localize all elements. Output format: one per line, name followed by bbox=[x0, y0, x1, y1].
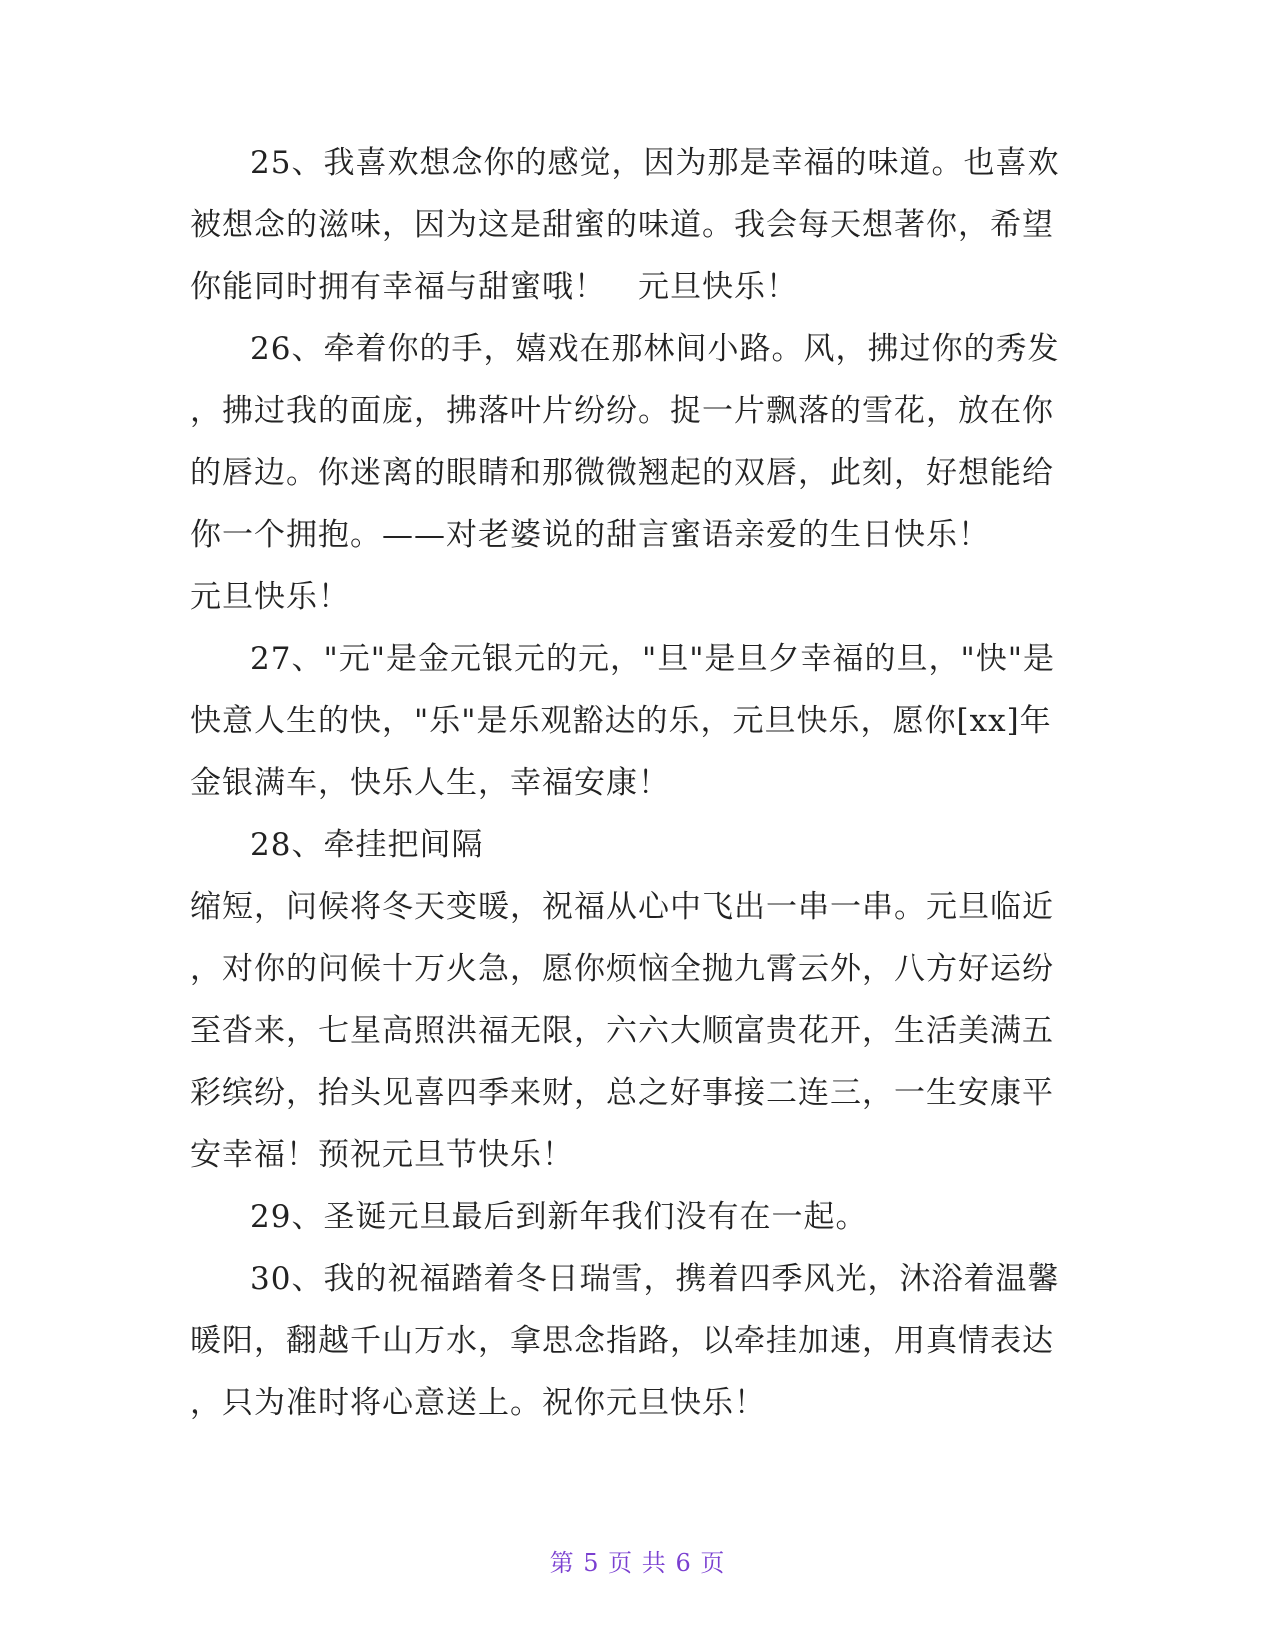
text-line-20: 暖阳，翻越千山万水，拿思念指路，以牵挂加速，用真情表达 bbox=[190, 1323, 1054, 1359]
text-line-17: 安幸福！预祝元旦节快乐！ bbox=[190, 1137, 574, 1173]
text-line-19: 30、我的祝福踏着冬日瑞雪，携着四季风光，沐浴着温馨 bbox=[250, 1261, 1060, 1297]
text-line-12: 28、牵挂把间隔 bbox=[250, 827, 484, 863]
page-number-footer: 第 5 页 共 6 页 bbox=[549, 1549, 726, 1577]
text-line-2: 被想念的滋味，因为这是甜蜜的味道。我会每天想著你，希望 bbox=[190, 207, 1054, 243]
text-line-14: ，对你的问候十万火急，愿你烦恼全抛九霄云外，八方好运纷 bbox=[190, 951, 1054, 987]
text-line-11: 金银满车，快乐人生，幸福安康！ bbox=[190, 765, 670, 801]
text-line-16: 彩缤纷，抬头见喜四季来财，总之好事接二连三，一生安康平 bbox=[190, 1075, 1054, 1111]
text-line-5: ，拂过我的面庞，拂落叶片纷纷。捉一片飘落的雪花，放在你 bbox=[190, 393, 1054, 429]
text-line-10: 快意人生的快，"乐"是乐观豁达的乐，元旦快乐，愿你[xx]年 bbox=[190, 703, 1052, 739]
text-line-8: 元旦快乐！ bbox=[190, 579, 350, 615]
text-line-6: 的唇边。你迷离的眼睛和那微微翘起的双唇，此刻，好想能给 bbox=[190, 455, 1054, 491]
text-line-13: 缩短，问候将冬天变暖，祝福从心中飞出一串一串。元旦临近 bbox=[190, 889, 1054, 925]
text-line-7: 你一个拥抱。——对老婆说的甜言蜜语亲爱的生日快乐！ bbox=[190, 517, 990, 553]
text-line-4: 26、牵着你的手，嬉戏在那林间小路。风，拂过你的秀发 bbox=[250, 331, 1060, 367]
text-line-9: 27、"元"是金元银元的元，"旦"是旦夕幸福的旦，"快"是 bbox=[250, 641, 1055, 677]
text-line-15: 至沓来，七星高照洪福无限，六六大顺富贵花开，生活美满五 bbox=[190, 1013, 1054, 1049]
text-line-1: 25、我喜欢想念你的感觉，因为那是幸福的味道。也喜欢 bbox=[250, 145, 1060, 181]
text-line-18: 29、圣诞元旦最后到新年我们没有在一起。 bbox=[250, 1199, 868, 1235]
text-line-3: 你能同时拥有幸福与甜蜜哦！ 元旦快乐！ bbox=[190, 269, 798, 305]
text-line-21: ，只为准时将心意送上。祝你元旦快乐！ bbox=[190, 1385, 766, 1421]
